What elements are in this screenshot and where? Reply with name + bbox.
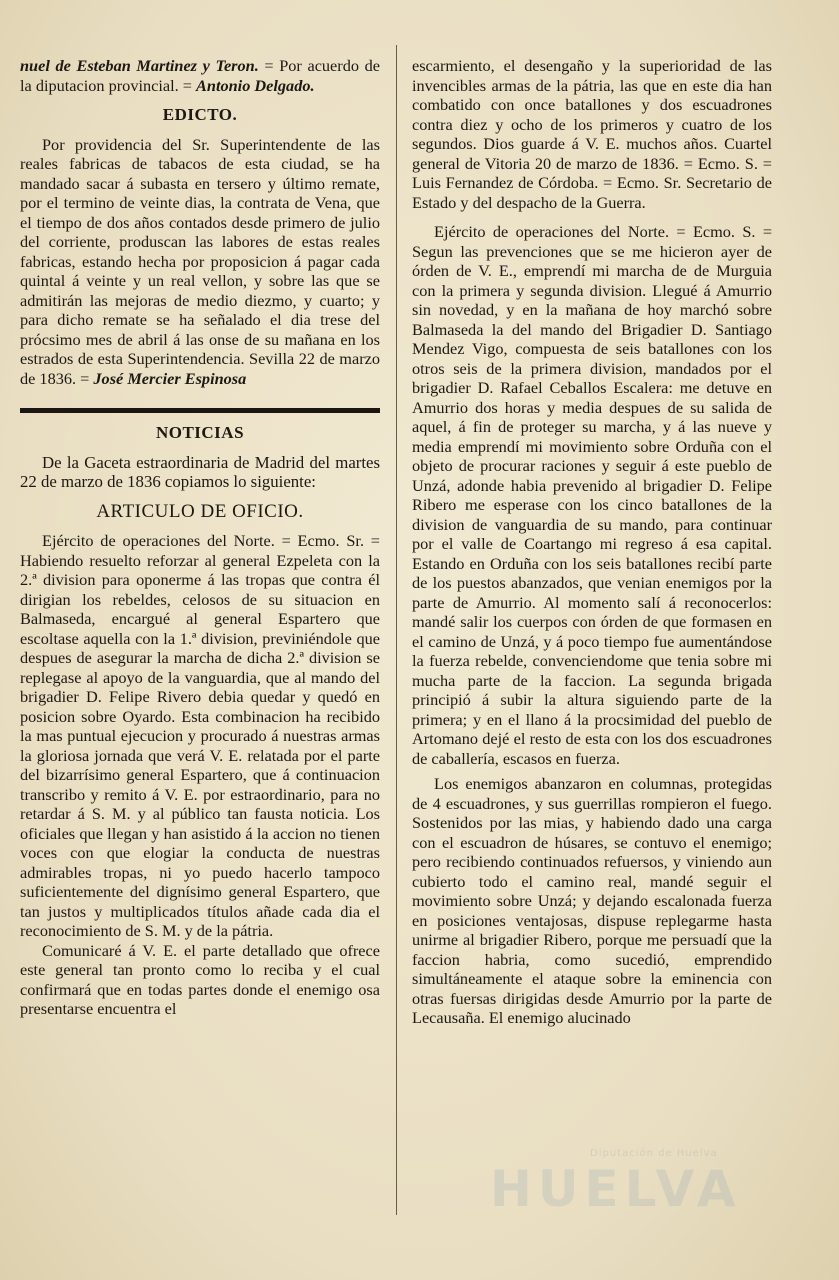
- edicto-signature: José Mercier Espinosa: [93, 368, 247, 388]
- intro-signature: Antonio Delgado.: [196, 75, 315, 95]
- watermark-logo: HUELVA: [490, 1160, 742, 1218]
- intro-paragraph: [20, 56, 380, 95]
- column-divider: [396, 45, 397, 1215]
- right-paragraph-3: Los enemigos abanzaron en columnas, protegidas de 4 escuadrones, y sus guerrillas rompieron el fuego. Sostenidos por las mias, y habiendo dado una carga con el escuadron de húsares, se contuvo el enemigo; pero recibiendo continuados refuersos, y viniendo aun cubierto todo el camino real, mandé seguir el movimiento sobre Unzá; y dejando escalonada fuerza en posiciones ventajosas, dispuse replegarme hasta unirme al brigadier Ribero, porque me persuadí que la faccion habria, como sucedió, emprendido simultáneamente el ataque sobre la eminencia con otras fuersas dirigidas desde Amurrio por la parte de Lecausaña. El enemigo alucinado: [412, 774, 772, 1027]
- edicto-text: Por providencia del Sr. Superintendente de las reales fabricas de tabacos de esta ciudad, se ha mandado sacar á subasta en tersero y último remate, por el termino de veinte dias, la contrata de Vena, que el tiempo de dos años contados desde primero de julio del corriente, produscan las labores de estas reales fabricas, estando hecha por proposicion á pagar cada quintal á veinte y un real vellon, y sobre las que se admitirán las mejoras de medio diezmo, y cuarto; y para dicho remate se ha señalado el dia trese del prócsimo mes de abril á las onse de su mañana en los estrados de esta Superintendencia. Sevilla 22 de marzo de 1836. =: [20, 134, 380, 388]
- article-paragraph-2: Comunicaré á V. E. el parte detallado que ofrece este general tan pronto como lo reciba y el cual confirmará que en todas partes donde el enemigo osa presentarse encuentra el: [20, 940, 380, 1018]
- intro-rest: = Por acuerdo de la diputacion provincial. =: [20, 56, 380, 95]
- edicto-title: EDICTO.: [162, 105, 238, 124]
- right-paragraph-1: escarmiento, el desengaño y la superioridad de las invencibles armas de la pátria, las que en este dia han combatido con once batallones y dos escuadrones contra diez y ocho de los primeros y cuatro de los segundos. Dios guarde á V. E. muchos años. Cuartel general de Vitoria 20 de marzo de 1836. = Ecmo. S. = Luis Fernandez de Córdoba. = Ecmo. Sr. Secretario de Estado y del despacho de la Guerra.: [412, 56, 772, 212]
- left-column: [20, 56, 380, 1019]
- gaceta-line: De la Gaceta estraordinaria de Madrid del martes 22 de marzo de 1836 copiamos lo siguiente:: [20, 452, 380, 491]
- section-rule: [20, 408, 380, 413]
- intro-name: nuel de Esteban Martinez y Teron.: [20, 56, 259, 75]
- articulo-title: ARTICULO DE OFICIO.: [96, 500, 304, 522]
- right-paragraph-2: Ejército de operaciones del Norte. = Ecmo. S. = Segun las prevenciones que se me hicieron ayer de órden de V. E., emprendí mi marcha de de Murguia con la primera y segunda division. Llegué á Amurrio sin novedad, y en la mañana de hoy marchó sobre Balmaseda la del mando del Brigadier D. Santiago Mendez Vigo, compuesta de seis batallones con los otros seis de la primera division, mandados por el brigadier D. Rafael Ceballos Escalera: me detuve en Amurrio dos horas y media despues de su salida de aquel, á fin de proteger su marcha, y á las nueve y media emprendí mi movimiento sobre Orduña con el objeto de procurar raciones y seguir á este pueblo de Unzá, adonde habia prevenido al brigadier D. Felipe Ribero me esperase con los cinco batallones de la division de vanguardia de su mando, para continuar por el valle de Coartango mi regreso á esa capital. Estando en Orduña con los seis batallones recibí parte de los puestos abanzados, que venian enemigos por la parte de Amurrio. Al momento salí á reconocerlos: mandé salir los cuerpos con órden de que formasen en el camino de Unzá, y á poco tiempo fue aumentándose la fuerza rebelde, convenciendome que tenia sobre mi mucha parte de la faccion. La segunda brigada principió á subir la altura siguiendo parte de la primera; y en el llano á la procsimidad del pueblo de Artomano dejé el resto de esta con los dos escuadrones de caballería, escasos en fuerza.: [412, 222, 772, 768]
- right-column: [412, 56, 772, 1028]
- edicto-body: [20, 135, 380, 389]
- watermark-subtext: Diputación de Huelva: [590, 1148, 718, 1159]
- noticias-title: NOTICIAS: [155, 423, 245, 442]
- article-paragraph-1: Ejército de operaciones del Norte. = Ecmo. Sr. = Habiendo resuelto reforzar al general Ezpeleta con la 2.ª division para oponerme á las tropas que contra él dirigian los rebeldes, celosos de su situacion en Balmaseda, encargué al general Espartero que escoltase aquella con la 1.ª division, previniéndole que despues de asegurar la marcha de dicha 2.ª division se replegase al apoyo de la vanguardia, que al mando del brigadier D. Felipe Rivero debia quedar y quedó en posicion sobre Oyardo. Esta combinacion ha recibido la mas puntual ejecucion y procurado á nuestras armas la gloriosa jornada que verá V. E. relatada por el parte del bizarrísimo general Espartero, que á continuacion transcribo y remito á V. E. por estraordinario, para no retardar á S. M. y al público tan fausta noticia. Los oficiales que llegan y han asistido á la accion no tienen voces con que elogiar la conducta de nuestras admirables tropas, ni yo puedo hacerlo tampoco suficientemente del dignísimo general Espartero, que tan justos y multiplicados títulos añade cada dia el reconocimiento de S. M. y de la pátria.: [20, 531, 380, 940]
